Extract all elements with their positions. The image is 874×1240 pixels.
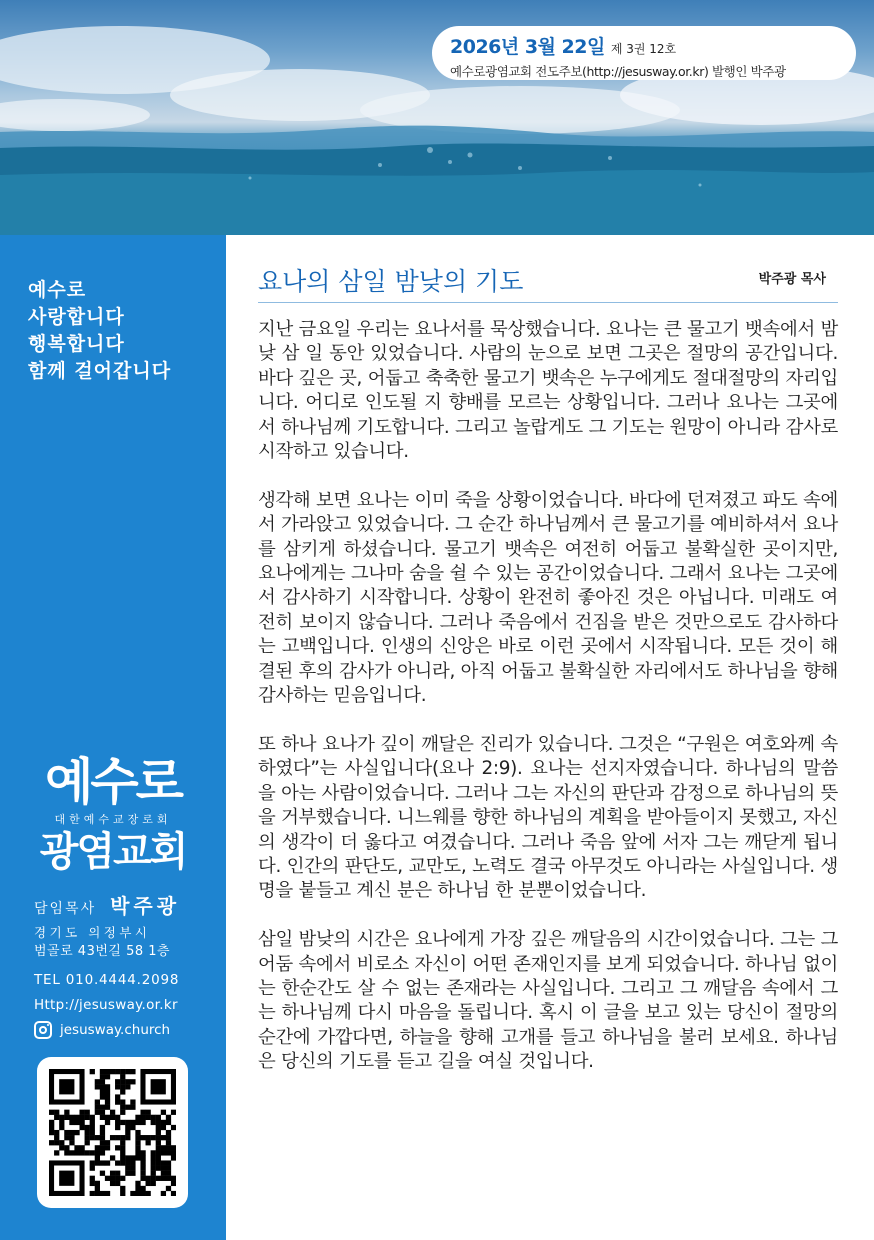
publisher-line: 예수로광염교회 전도주보(http://jesusway.or.kr) 발행인 박주광 <box>450 64 786 79</box>
article-body <box>258 318 838 1099</box>
church-logo <box>16 755 210 875</box>
article-paragraph: 지난 금요일 우리는 요나서를 묵상했습니다. 요나는 큰 물고기 뱃속에서 밤낮 삼 일 동안 있었습니다. 사람의 눈으로 보면 그곳은 절망의 공간입니다. 바다 깊은 곳, 어둡고 축축한 물고기 뱃속은 누구에게도 절대절망의 자리입니다. 어디로 인도될 지 향배를 모르는 상황입니다. 그러나 요나는 그곳에서 하나님께 기도합니다. 그리고 놀랍게도 그 기도는 원망이 아니라 감사로 시작하고 있습니다. <box>258 319 838 463</box>
instagram-handle[interactable] <box>34 1021 170 1039</box>
slogan-line: 예수로 <box>28 279 87 301</box>
website-link[interactable]: Http://jesusway.or.kr <box>34 997 178 1013</box>
article-paragraph: 삼일 밤낮의 시간은 요나에게 가장 깊은 깨달음의 시간이었습니다. 그는 그 어둠 속에서 비로소 자신이 어떤 존재인지를 보게 되었습니다. 하나님 없이는 한순간도 살 수 없는 존재라는 사실입니다. 그리고 그 깨달음 속에서 그는 하나님께 다시 마음을 돌립니다. 혹시 이 글을 보고 있는 당신이 절망의 순간에 가깝다면, 하늘을 향해 고개를 들고 하나님을 불러 보세요. 하나님은 당신의 기도를 듣고 길을 여실 것입니다. <box>258 929 838 1073</box>
address-line1: 경기도 의정부시 <box>34 925 151 940</box>
logo-bottom-text: 광염교회 <box>39 829 187 875</box>
address-line2: 범골로 43번길 58 1층 <box>34 944 171 959</box>
slogan-line: 행복합니다 <box>28 333 125 355</box>
slogan-line: 사랑합니다 <box>28 306 125 328</box>
issue-info-pill <box>432 26 856 80</box>
pastor-info <box>34 890 180 919</box>
pastor-name: 박주광 <box>110 894 181 918</box>
article-author: 박주광 목사 <box>758 272 826 287</box>
article-paragraph: 또 하나 요나가 깊이 깨달은 진리가 있습니다. 그것은 “구원은 여호와께 속하였다”는 사실입니다(요나 2:9). 요나는 선지자였습니다. 하나님의 말씀을 아는 사람이었습니다. 그러나 그는 자신의 판단과 감정으로 하나님의 뜻을 거부했습니다. 니느웨를 향한 하나님의 계획을 받아들이지 못했고, 자신의 생각이 더 옳다고 여겼습니다. 그러나 죽음 앞에 서자 그는 깨닫게 됩니다. 인간의 판단도, 교만도, 노력도 결국 아무것도 아니라는 사실입니다. 생명을 붙들고 계신 분은 하나님 한 분뿐이었습니다. <box>258 733 838 902</box>
header-banner <box>0 0 874 235</box>
sidebar <box>0 235 226 1240</box>
title-divider <box>258 302 838 303</box>
slogan-line: 함께 걸어갑니다 <box>28 360 172 382</box>
logo-sub-text: 대한예수교장로회 <box>54 813 172 826</box>
article-title: 요나의 삼일 밤낮의 기도 <box>258 267 524 296</box>
slogan <box>28 277 171 385</box>
qr-code-image <box>49 1069 176 1196</box>
instagram-text: jesusway.church <box>60 1022 171 1038</box>
instagram-icon <box>34 1021 52 1039</box>
qr-code <box>37 1057 188 1208</box>
issue-volume: 제 3권 12호 <box>610 42 677 56</box>
phone-number: TEL 010.4444.2098 <box>34 972 180 988</box>
pastor-label: 담임목사 <box>34 901 97 917</box>
article-paragraph: 생각해 보면 요나는 이미 죽을 상황이었습니다. 바다에 던져졌고 파도 속에서 가라앉고 있었습니다. 그 순간 하나님께서 큰 물고기를 예비하셔서 요나를 삼키게 하셨습니다. 물고기 뱃속은 여전히 어둡고 불확실한 곳이지만, 요나에게는 그나마 숨을 쉴 수 있는 공간이었습니다. 그래서 요나는 그곳에서 감사하기 시작합니다. 상황이 완전히 좋아진 것은 아닙니다. 미래도 여전히 보이지 않습니다. 그러나 죽음에서 건짐을 받은 것만으로도 감사하다는 고백입니다. 인생의 신앙은 바로 이런 곳에서 시작됩니다. 모든 것이 해결된 후의 감사가 아니라, 아직 어둡고 불확실한 자리에서도 하나님을 향해 감사하는 믿음입니다. <box>258 489 838 707</box>
issue-date: 2026년 3월 22일 <box>450 36 605 58</box>
logo-top-text: 예수로 <box>45 753 181 811</box>
